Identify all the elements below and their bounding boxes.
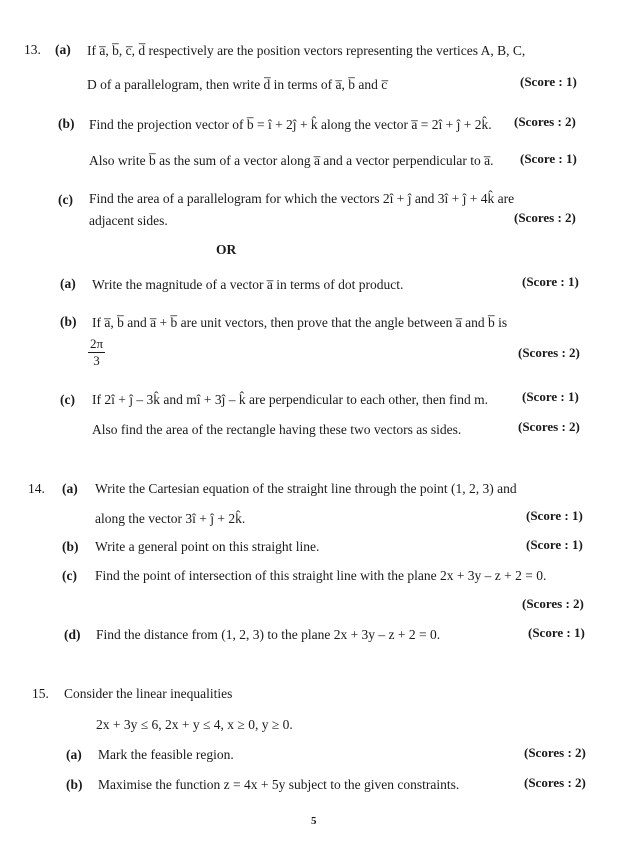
q13alt-b-label: (b) <box>60 314 77 329</box>
question-15-number: 15. <box>32 686 49 701</box>
q13c-line2: adjacent sides. <box>89 213 168 228</box>
question-14-number: 14. <box>28 481 45 496</box>
q13a-line1: If a̅, b̅, c̅, d̅ respectively are the position vectors representing the vertices A, B, C, <box>87 43 526 58</box>
q15b-score: (Scores : 2) <box>524 775 586 790</box>
q13a-line2: D of a parallelogram, then write d̅ in terms of a̅, b̅ and c̅ <box>87 77 388 92</box>
q13c-line1: Find the area of a parallelogram for which the vectors 2î + ĵ and 3î + ĵ + 4k̂ are <box>89 191 515 206</box>
q14c-score: (Scores : 2) <box>522 596 584 611</box>
q14b-score: (Score : 1) <box>526 537 583 552</box>
q13c-score: (Scores : 2) <box>514 210 576 225</box>
q14a-label: (a) <box>62 481 78 496</box>
question-13-number: 13. <box>24 42 41 57</box>
q13b-line2: Also write b̅ as the sum of a vector along a̅ and a vector perpendicular to a̅. <box>89 153 494 168</box>
q13b-line1: Find the projection vector of b̅ = î + 2ĵ + k̂ along the vector a̅ = 2î + ĵ + 2k̂. <box>89 117 492 132</box>
q13alt-b-score: (Scores : 2) <box>518 345 580 360</box>
q13a-score: (Score : 1) <box>520 74 577 89</box>
q15-intro: Consider the linear inequalities <box>64 686 233 701</box>
or-separator: OR <box>216 242 237 257</box>
q14a-score: (Score : 1) <box>526 508 583 523</box>
q14a-line2: along the vector 3î + ĵ + 2k̂. <box>95 511 246 526</box>
q13alt-a-line1: Write the magnitude of a vector a̅ in terms of dot product. <box>92 277 404 292</box>
q13b-score1: (Scores : 2) <box>514 114 576 129</box>
q13alt-c-score1: (Score : 1) <box>522 389 579 404</box>
q15b-line1: Maximise the function z = 4x + 5y subject to the given constraints. <box>98 777 460 792</box>
q13b-score2: (Score : 1) <box>520 151 577 166</box>
q13a-label: (a) <box>55 42 71 57</box>
angle-fraction <box>88 336 105 369</box>
q14c-line1: Find the point of intersection of this straight line with the plane 2x + 3y – z + 2 = 0. <box>95 568 547 583</box>
q13alt-c-line1: If 2î + ĵ – 3k̂ and mî + 3ĵ – k̂ are perpendicular to each other, then find m. <box>92 392 488 407</box>
q13c-label: (c) <box>58 192 73 207</box>
q15-inequalities: 2x + 3y ≤ 6, 2x + y ≤ 4, x ≥ 0, y ≥ 0. <box>96 717 293 732</box>
q15b-label: (b) <box>66 777 83 792</box>
fraction-numerator: 2π <box>90 336 104 351</box>
q13alt-a-label: (a) <box>60 276 76 291</box>
q13alt-c-label: (c) <box>60 392 75 407</box>
q15a-label: (a) <box>66 747 82 762</box>
fraction-denominator: 3 <box>93 353 100 368</box>
q13alt-b-line1: If a̅, b̅ and a̅ + b̅ are unit vectors, then prove that the angle between a̅ and b̅ is <box>92 315 508 330</box>
page-number: 5 <box>311 815 317 827</box>
q14d-line1: Find the distance from (1, 2, 3) to the plane 2x + 3y – z + 2 = 0. <box>96 627 441 642</box>
q14b-line1: Write a general point on this straight line. <box>95 539 320 554</box>
q15a-score: (Scores : 2) <box>524 745 586 760</box>
q13alt-c-score2: (Scores : 2) <box>518 419 580 434</box>
q14d-label: (d) <box>64 627 81 642</box>
q14d-score: (Score : 1) <box>528 625 585 640</box>
q14c-label: (c) <box>62 568 77 583</box>
q13alt-c-line2: Also find the area of the rectangle having these two vectors as sides. <box>92 422 462 437</box>
q13alt-a-score: (Score : 1) <box>522 274 579 289</box>
q14b-label: (b) <box>62 539 79 554</box>
q13b-label: (b) <box>58 116 75 131</box>
q15a-line1: Mark the feasible region. <box>98 747 234 762</box>
q14a-line1: Write the Cartesian equation of the straight line through the point (1, 2, 3) and <box>95 481 517 496</box>
